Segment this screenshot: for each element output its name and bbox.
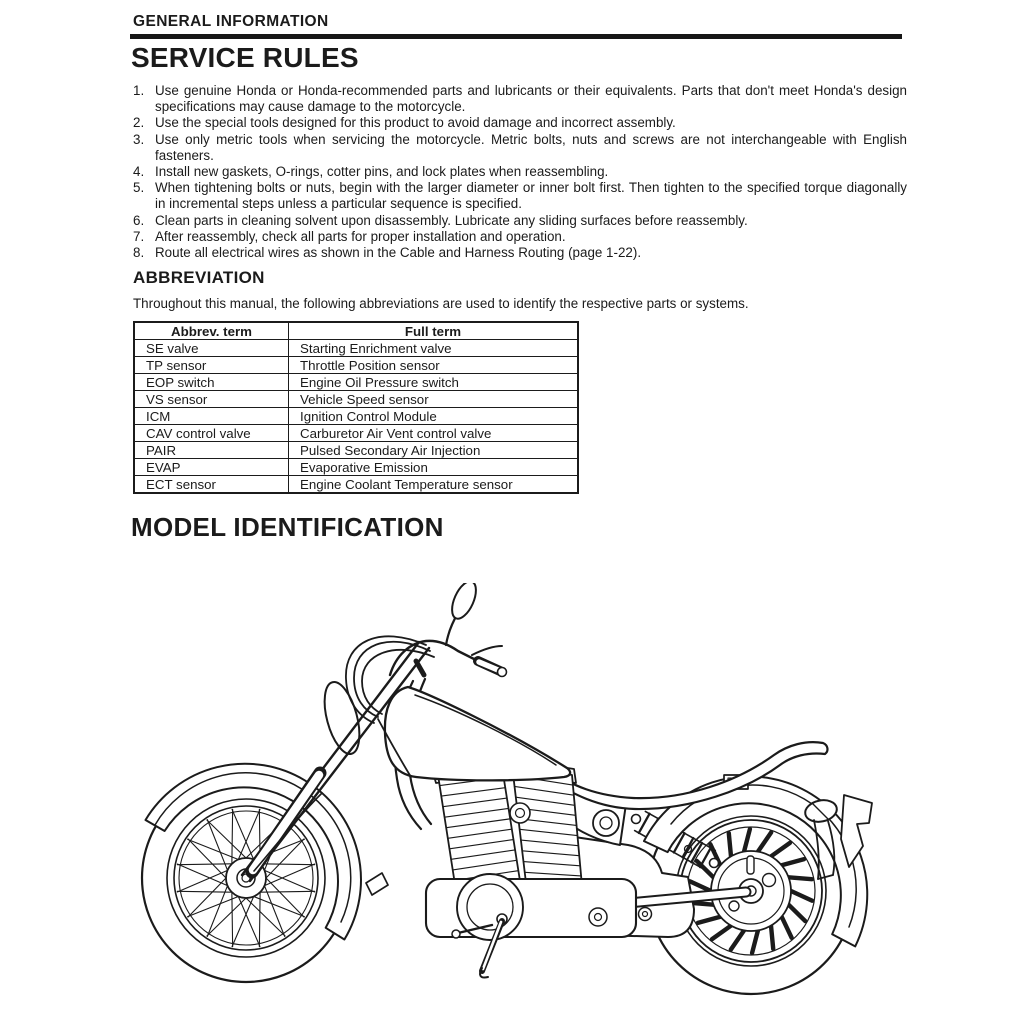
service-rule-item	[133, 213, 907, 229]
mirror	[447, 583, 481, 622]
table-row	[134, 340, 578, 357]
rule-text: Clean parts in cleaning solvent upon disassembly. Lubricate any sliding surfaces before reassembly.	[155, 212, 748, 228]
service-rules-list	[133, 83, 907, 261]
rule-text: When tightening bolts or nuts, begin with the larger diameter or inner bolt first. Then tighten to the specified torque diagonally in incremental steps unless a particular sequence is specified.	[155, 180, 907, 212]
table-row	[134, 408, 578, 425]
table-row	[134, 442, 578, 459]
rule-text: After reassembly, check all parts for proper installation and operation.	[155, 228, 566, 244]
abbreviation-table	[133, 321, 579, 494]
rule-number: 4.	[133, 164, 145, 180]
page-header: GENERAL INFORMATION	[133, 13, 329, 30]
table-header-row	[134, 322, 578, 340]
rule-number: 3.	[133, 131, 145, 147]
table-row	[134, 459, 578, 476]
abbrev-term-cell: ICM	[134, 408, 289, 425]
rule-number: 2.	[133, 115, 145, 131]
rule-number: 7.	[133, 228, 145, 244]
service-rule-item	[133, 83, 907, 115]
full-term-cell: Engine Oil Pressure switch	[289, 374, 579, 391]
rule-number: 8.	[133, 245, 145, 261]
handlebar	[390, 641, 480, 675]
table-row	[134, 425, 578, 442]
abbrev-term-cell: TP sensor	[134, 357, 289, 374]
service-rule-item	[133, 132, 907, 164]
carburetor	[510, 803, 530, 823]
header-rule	[130, 34, 902, 39]
table-row	[134, 357, 578, 374]
full-term-cell: Evaporative Emission	[289, 459, 579, 476]
rule-number: 5.	[133, 180, 145, 196]
table-header-full-term: Full term	[289, 322, 579, 340]
abbreviation-intro: Throughout this manual, the following abbreviations are used to identify the respective parts or systems.	[133, 296, 749, 311]
full-term-cell: Pulsed Secondary Air Injection	[289, 442, 579, 459]
rule-text: Use the special tools designed for this product to avoid damage and incorrect assembly.	[155, 115, 676, 131]
rule-number: 1.	[133, 83, 145, 98]
full-term-cell: Ignition Control Module	[289, 408, 579, 425]
motorcycle-figure	[128, 583, 940, 1013]
abbreviation-title: ABBREVIATION	[133, 268, 265, 287]
abbrev-term-cell: PAIR	[134, 442, 289, 459]
abbrev-term-cell: EVAP	[134, 459, 289, 476]
table-row	[134, 476, 578, 494]
rule-text: Route all electrical wires as shown in the Cable and Harness Routing (page 1-22).	[155, 245, 642, 261]
abbrev-term-cell: SE valve	[134, 340, 289, 357]
full-term-cell: Starting Enrichment valve	[289, 340, 579, 357]
rule-text: Use only metric tools when servicing the motorcycle. Metric bolts, nuts and screws are not interchangeable with English fasteners.	[155, 131, 907, 163]
air-cleaner-cover	[593, 810, 619, 836]
rule-text: Install new gaskets, O-rings, cotter pins, and lock plates when reassembling.	[155, 164, 609, 180]
full-term-cell: Throttle Position sensor	[289, 357, 579, 374]
service-rule-item	[133, 180, 907, 212]
brake-lever	[472, 646, 502, 655]
rule-number: 6.	[133, 212, 145, 228]
service-rule-item	[133, 164, 907, 180]
service-rule-item	[133, 115, 907, 131]
rear-cylinder	[512, 765, 582, 886]
fork-reflector	[366, 873, 388, 895]
abbrev-term-cell: EOP switch	[134, 374, 289, 391]
abbrev-term-cell: CAV control valve	[134, 425, 289, 442]
full-term-cell: Engine Coolant Temperature sensor	[289, 476, 579, 494]
tail-bracket	[841, 795, 872, 867]
table-row	[134, 391, 578, 408]
fuel-tank	[385, 687, 570, 780]
table-row	[134, 374, 578, 391]
abbrev-term-cell: VS sensor	[134, 391, 289, 408]
service-rule-item	[133, 229, 907, 245]
abbrev-term-cell: ECT sensor	[134, 476, 289, 494]
full-term-cell: Vehicle Speed sensor	[289, 391, 579, 408]
motorcycle-side-view-icon	[128, 583, 940, 1013]
model-identification-title: MODEL IDENTIFICATION	[131, 512, 444, 542]
service-rule-item	[133, 245, 907, 261]
table-header-abbrev-term: Abbrev. term	[134, 322, 289, 340]
full-term-cell: Carburetor Air Vent control valve	[289, 425, 579, 442]
service-rules-title: SERVICE RULES	[131, 42, 359, 73]
headlight	[318, 678, 366, 757]
rule-text: Use genuine Honda or Honda-recommended parts and lubricants or their equivalents. Parts that don't meet Honda's design specifications may cause damage to the motorcycle.	[155, 83, 907, 115]
